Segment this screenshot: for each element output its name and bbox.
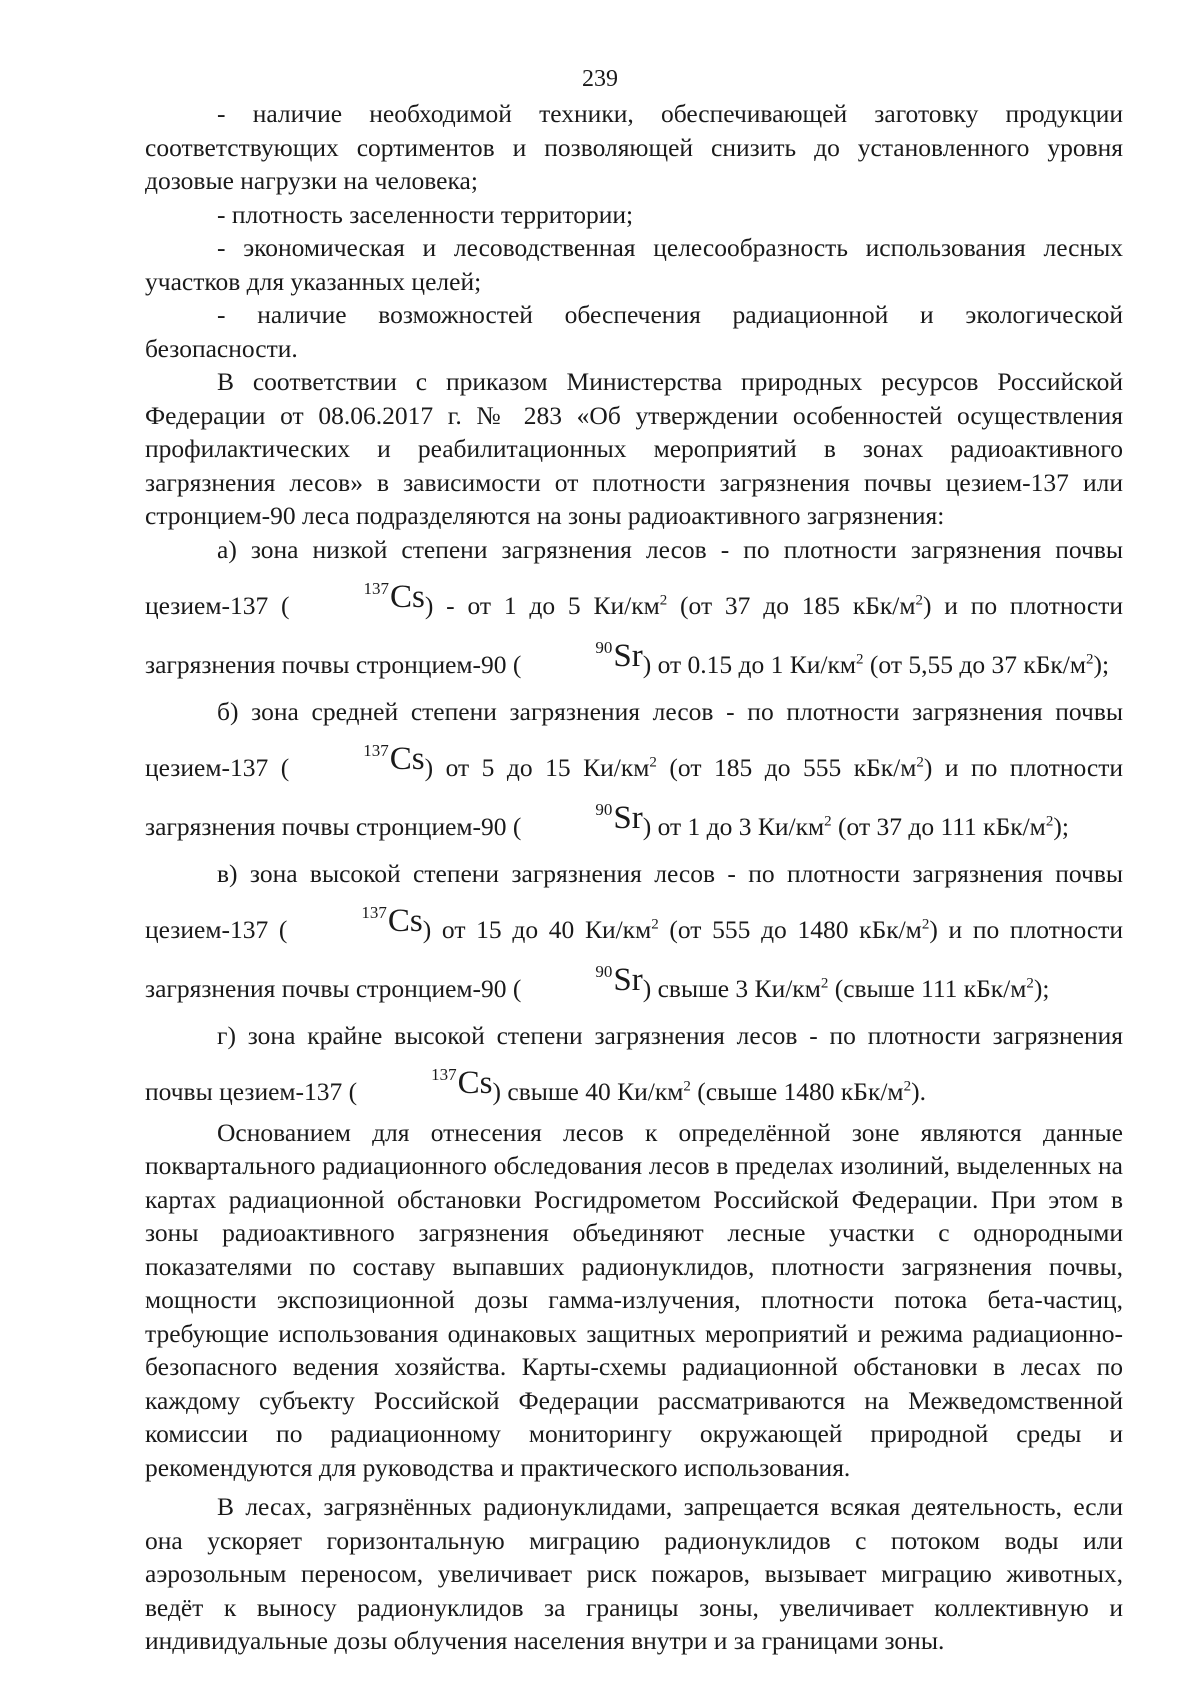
sr90-nuclide: $^{90}$Sr xyxy=(595,799,643,836)
document-body xyxy=(145,97,1123,1658)
cs137-nuclide: $^{137}$Cs xyxy=(363,740,425,777)
cs137-nuclide: $^{137}$Cs xyxy=(361,902,423,939)
sr90-nuclide: $^{90}$Sr xyxy=(595,961,643,998)
prohibition-paragraph: В лесах, загрязнённых радионуклидами, запрещается всякая деятельность, если она ускоряет горизонтальную миграцию радионуклидов с потоком воды или аэрозольным переносом, увеличивает риск пожаров, вызывает миграцию животных, ведёт к выносу радионуклидов за границы зоны, увеличивает коллективную и индивидуальные дозы облучения населения внутри и за границами зоны. xyxy=(145,1492,1123,1655)
criterion-expediency: - экономическая и лесоводственная целесообразность использования лесных участков для указанных целей; xyxy=(145,233,1123,296)
zone-g-intro: г) зона крайне высокой степени загрязнения лесов - по плотности загрязнения почвы цезием-137 ( xyxy=(145,1020,1123,1106)
sr90-nuclide: $^{90}$Sr xyxy=(595,637,643,674)
basis-paragraph: Основанием для отнесения лесов к определённой зоне являются данные поквартального радиационного обследования лесов в пределах изолиний, выделенных на картах радиационной обстановки Росгидрометом Российской Федерации. При этом в зоны радиоактивного загрязнения объединяют лесные участки с однородными показателями по составу выпавших радионуклидов, плотности загрязнения почвы, мощности экспозиционной дозы гамма-излучения, плотности потока бета-частиц, требующие использования одинаковых защитных мероприятий и режима радиационно-безопасного ведения хозяйства. Карты-схемы радиационной обстановки в лесах по каждому субъекту Российской Федерации рассматриваются на Межведомственной комиссии по радиационному мониторингу окружающей природной среды и рекомендуются для руководства и практического использования. xyxy=(145,1117,1123,1482)
cs137-nuclide: $^{137}$Cs xyxy=(363,578,425,615)
zone-b-intro: б) зона средней степени загрязнения лесов - по плотности загрязнения почвы цезием-137 ( xyxy=(145,696,1123,782)
zone-v-intro: в) зона высокой степени загрязнения лесов - по плотности загрязнения почвы цезием-137 ( xyxy=(145,858,1123,944)
zone-g-paragraph: г) зона крайне высокой степени загрязнения лесов - по плотности загрязнения почвы цезием-137 ($^{137}$Cs) свыше 40 $Ки/км^2$ (свыше 1480 кБк/$м^2$). xyxy=(145,1009,1123,1122)
zone-v-paragraph: в) зона высокой степени загрязнения лесов - по плотности загрязнения почвы цезием-137 ($^{137}$Cs) от 15 до 40 $Ки/км^2$ (от 555 до 1480 кБк/$м^2$) и по плотности загрязнения почвы стронцием-90 ($^{90}$Sr) свыше 3 $Ки/км^2$ (свыше 111 кБк/$м^2$); xyxy=(145,847,1123,1019)
criterion-population-density: - плотность заселенности территории; xyxy=(217,199,634,229)
zone-a-paragraph: а) зона низкой степени загрязнения лесов - по плотности загрязнения почвы цезием-137 ($^{137}$Cs) - от 1 до 5 $Ки/км^2$ (от 37 до 185 кБк/$м^2$) и по плотности загрязнения почвы стронцием-90 ($^{90}$Sr) от 0.15 до 1 $Ки/км^2$ (от 5,55 до 37 кБк/$м^2$); xyxy=(145,523,1123,695)
zone-b-paragraph: б) зона средней степени загрязнения лесов - по плотности загрязнения почвы цезием-137 ($^{137}$Cs) от 5 до 15 $Ки/км^2$ (от 185 до 555 кБк/$м^2$) и по плотности загрязнения почвы стронцием-90 ($^{90}$Sr) от 1 до 3 $Ки/км^2$ (от 37 до 111 кБк/$м^2$); xyxy=(145,685,1123,857)
criterion-equipment: - наличие необходимой техники, обеспечивающей заготовку продукции соответствующих сортиментов и позволяющей снизить до установленного уровня дозовые нагрузки на человека; xyxy=(145,99,1123,195)
order-paragraph: В соответствии с приказом Министерства природных ресурсов Российской Федерации от 08.06.2017 г. № 283 «Об утверждении особенностей осуществления профилактических и реабилитационных мероприятий в зонах радиоактивного загрязнения лесов» в зависимости от плотности загрязнения почвы цезием-137 или стронцием-90 леса подразделяются на зоны радиоактивного загрязнения: xyxy=(145,367,1123,530)
criterion-safety: - наличие возможностей обеспечения радиационной и экологической безопасности. xyxy=(145,300,1123,363)
zone-a-intro: а) зона низкой степени загрязнения лесов - по плотности загрязнения почвы цезием-137 ( xyxy=(145,534,1123,620)
page-number: 239 xyxy=(582,66,618,92)
cs137-nuclide: $^{137}$Cs xyxy=(431,1064,493,1101)
